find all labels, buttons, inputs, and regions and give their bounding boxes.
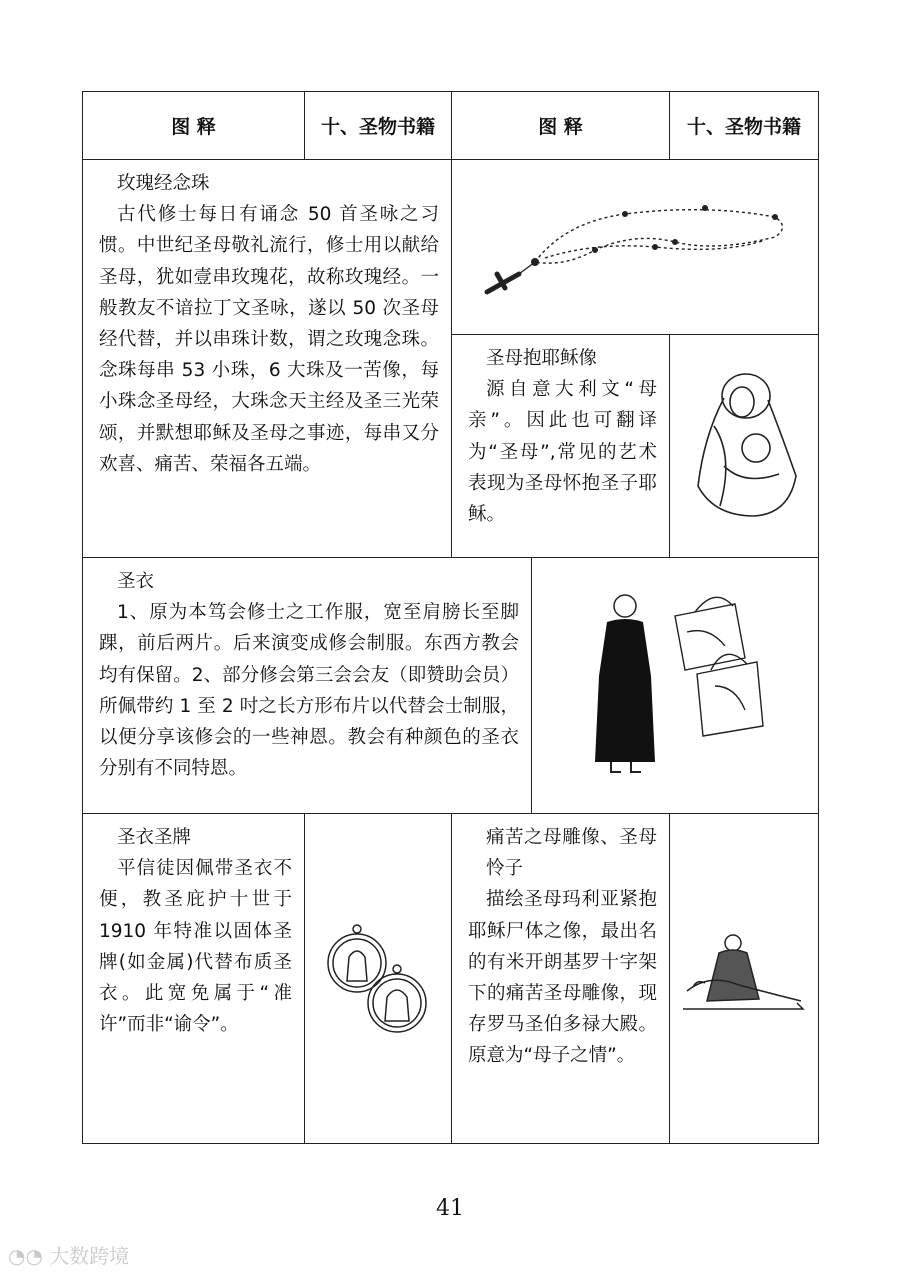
rosary-text-cell	[83, 160, 452, 558]
rosary-image-cell	[452, 160, 819, 335]
pieta-text-cell	[452, 814, 670, 1144]
scapular-title: 圣衣	[117, 571, 155, 592]
pieta-body: 描绘圣母玛利亚紧抱耶稣尸体之像，最出名的有米开朗基罗十字架下的痛苦圣母雕像，现存罗马圣伯多禄大殿。原意为“母子之情”。	[468, 889, 657, 1067]
pieta-illustration	[679, 929, 809, 1029]
rosary-body: 古代修士每日有诵念 50 首圣咏之习惯。中世纪圣母敬礼流行，修士用以献给圣母，犹如壹串玫瑰花，故称玫瑰经。一般教友不谙拉丁文圣咏，遂以 50 次圣母经代替，并以串珠计数，谓之玫瑰念珠。念珠每串 53 小珠，6 大珠及一苦像，每小珠念圣母经，大珠念天主经及圣三光荣颂，并默想耶稣及圣母之事迹，每串又分欢喜、痛苦、荣福各五端。	[99, 204, 439, 475]
monk-scapular-illustration	[585, 586, 765, 786]
rosary-title: 玫瑰经念珠	[117, 173, 210, 194]
watermark-logo-icon: ◔◔	[8, 1244, 43, 1268]
medal-text-cell	[83, 814, 305, 1144]
rosary-illustration	[475, 192, 795, 302]
scapular-body: 1、原为本笃会修士之工作服，宽至肩膀长至脚踝，前后两片。后来演变成修会制服。东西方教会均有保留。2、部分修会第三会会友（即赞助会员）所佩带约 1 至 2 吋之长方形布片以代替会士制服，以便分享该修会的一些神恩。教会有种颜色的圣衣分别有不同特恩。	[99, 602, 519, 780]
pieta-title: 痛苦之母雕像、圣母怜子	[486, 827, 657, 880]
header-col1: 图 释	[83, 92, 305, 160]
content-table	[82, 91, 819, 1144]
scapular-text-cell	[83, 558, 532, 814]
scapular-image-cell	[532, 558, 819, 814]
pieta-image-cell	[670, 814, 819, 1144]
medal-image-cell	[305, 814, 452, 1144]
header-row	[83, 92, 819, 160]
medal-body: 平信徒因佩带圣衣不便，教圣庇护十世于 1910 年特准以固体圣牌(如金属)代替布质圣衣。此宽免属于“准许”而非“谕令”。	[99, 858, 292, 1036]
madonna-image-cell	[670, 335, 819, 558]
header-col3: 图 释	[452, 92, 670, 160]
madonna-body: 源自意大利文“母亲”。因此也可翻译为“圣母”,常见的艺术表现为圣母怀抱圣子耶稣。	[468, 379, 657, 526]
medal-illustration	[323, 919, 433, 1039]
madonna-text-cell	[452, 335, 670, 558]
watermark	[8, 1240, 129, 1269]
header-col2: 十、圣物书籍	[305, 92, 452, 160]
medal-title: 圣衣圣牌	[117, 827, 192, 848]
madonna-title: 圣母抱耶稣像	[486, 348, 598, 369]
madonna-illustration	[684, 366, 804, 526]
header-col4: 十、圣物书籍	[670, 92, 819, 160]
page-number: 41	[436, 1196, 464, 1221]
watermark-text: 大数跨境	[49, 1244, 130, 1268]
